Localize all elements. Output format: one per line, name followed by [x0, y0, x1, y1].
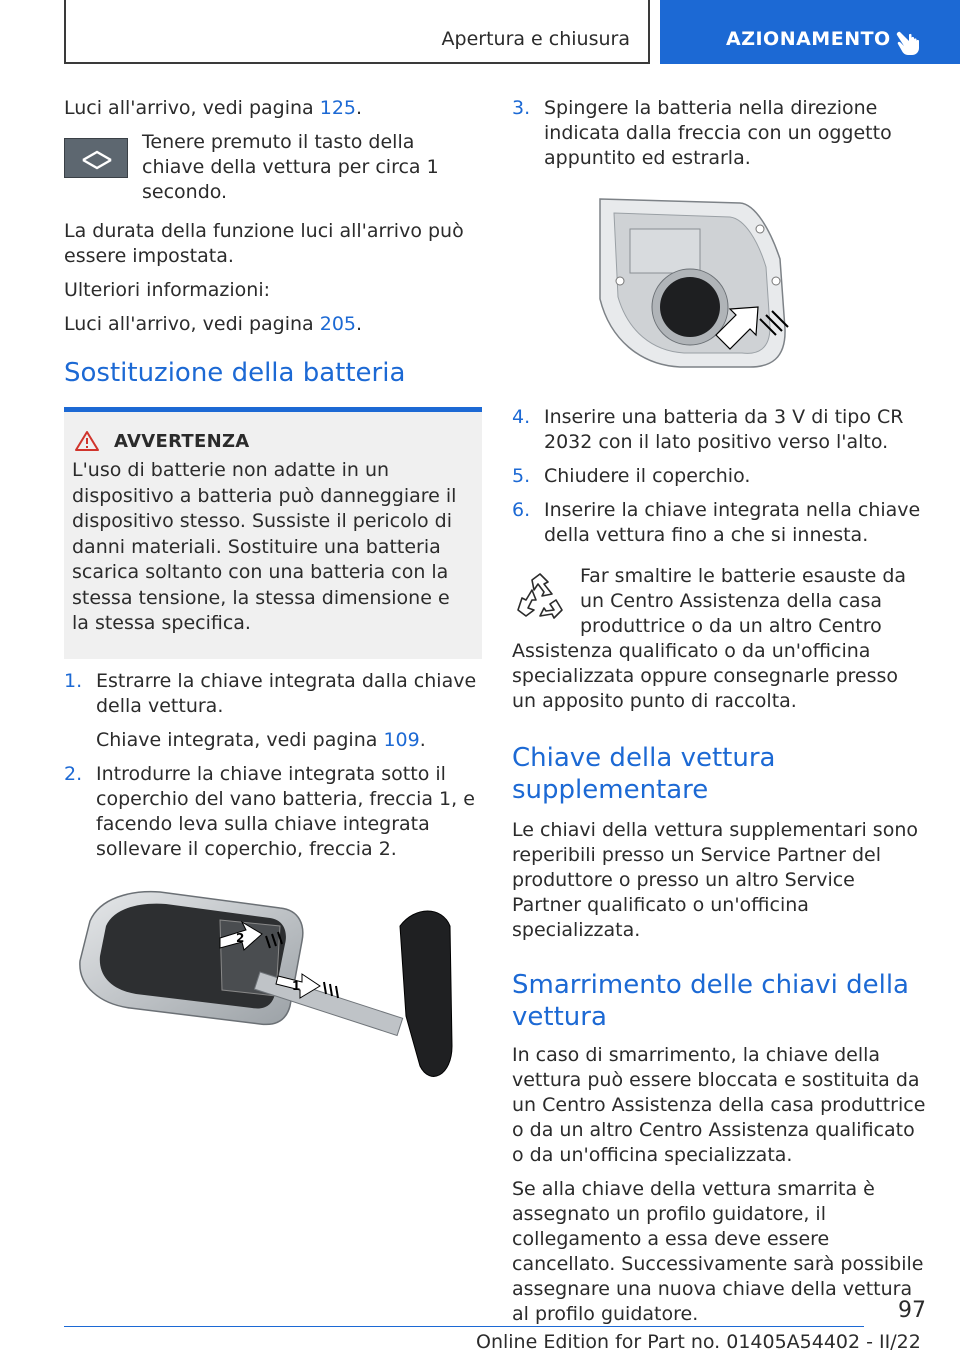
key-instruction	[64, 130, 482, 205]
warning-box	[64, 412, 482, 659]
paragraph: Ulteriori informazioni:	[64, 279, 271, 301]
step-number: 3.	[512, 97, 531, 119]
figure-label: 1	[292, 978, 301, 993]
key-removal-figure	[70, 886, 482, 1102]
step-body	[96, 669, 482, 753]
battery-compartment-illustration	[580, 189, 820, 379]
step-number: 4.	[512, 406, 531, 428]
text: .	[356, 97, 363, 119]
step-number: 1.	[64, 669, 83, 692]
text: .	[356, 313, 363, 335]
step-number: 5.	[512, 465, 531, 487]
warning-body: L'uso di batterie non adatte in un dispositivo a batteria può danneggiare il dispositivo stesso. Sussiste il pericolo di danni materiali. Sostituire una batteria scarica soltanto con una batteria con la stessa tensione, la stessa dimensione e la stessa specifica.	[72, 459, 457, 634]
warning-triangle-icon	[74, 430, 100, 452]
paragraph	[64, 96, 482, 121]
left-column	[64, 96, 482, 1102]
step-body	[544, 405, 928, 455]
battery-figure	[580, 189, 928, 383]
list-item	[64, 669, 482, 753]
step-text: Inserire la chiave integrata nella chiave della vettura fino a che si innesta.	[544, 499, 921, 546]
page-number: 97	[898, 1298, 926, 1323]
step-text: Estrarre la chiave integrata dalla chiave della vettura.	[96, 669, 477, 717]
recycle-text: Far smaltire le batterie esauste da un Centro Assistenza della casa produttrice o da un altro Centro Assistenza qualificato o da un'officina specializzata oppure consegnarle presso un apposito punto di raccolta.	[512, 565, 907, 712]
list-item	[512, 405, 928, 455]
step-text: Introdurre la chiave integrata sotto il coperchio del vano batteria, freccia 1, e facendo leva sulla chiave integrata sollevare il coperchio, freccia 2.	[96, 762, 475, 860]
page-link[interactable]: 205	[319, 313, 356, 335]
key-removal-illustration	[70, 886, 470, 1098]
steps-list	[512, 96, 928, 171]
text: Luci all'arrivo, vedi pagina	[64, 97, 320, 119]
step-subtext	[96, 728, 482, 753]
recycle-icon	[512, 570, 568, 626]
text: Luci all'arrivo, vedi pagina	[64, 313, 320, 335]
paragraph: In caso di smarrimento, la chiave della vettura può essere bloccata e sostituita da un Centro Assistenza della casa produttrice o da un altro Centro Assistenza qualificato o da un'officina specializzata.	[512, 1044, 926, 1166]
header-section-title: Apertura e chiusura	[441, 28, 630, 50]
text: .	[419, 728, 426, 751]
pointing-hand-icon	[894, 26, 922, 56]
header-chapter-title: AZIONAMENTO	[726, 28, 891, 50]
right-column	[512, 96, 928, 1336]
warning-header	[72, 430, 472, 452]
step-body	[96, 762, 482, 862]
paragraph: Se alla chiave della vettura smarrita è assegnato un profilo guidatore, il collegamento a essa deve essere cancellato. Successivamente sarà possibile assegnare una nuova chiave della vettura al profilo guidatore.	[512, 1178, 924, 1325]
header-section-box	[64, 0, 650, 64]
figure-label: 2	[236, 930, 245, 945]
page-link[interactable]: 125	[319, 97, 356, 119]
section-title: Sostituzione della batteria	[64, 358, 406, 388]
step-text: Inserire una batteria da 3 V di tipo CR 2032 con il lato positivo verso l'alto.	[544, 406, 904, 453]
step-body	[544, 464, 750, 489]
text: Chiave integrata, vedi pagina	[96, 728, 384, 751]
paragraph	[64, 312, 482, 337]
paragraph: Le chiavi della vettura supplementari sono reperibili presso un Service Partner del produttore o presso un altro Service Partner qualificato o un'officina specializzata.	[512, 819, 918, 941]
list-item	[512, 464, 928, 489]
section-title: Smarrimento delle chiavi della vettura	[512, 970, 909, 1032]
step-number: 6.	[512, 499, 531, 521]
footer-rule	[64, 1326, 864, 1327]
page-link[interactable]: 109	[383, 728, 420, 751]
list-item	[512, 498, 928, 548]
key-button-icon	[64, 138, 128, 178]
step-text: Chiudere il coperchio.	[544, 465, 751, 487]
list-item	[64, 762, 482, 862]
section-title: Chiave della vettura supplementare	[512, 743, 776, 805]
key-instruction-text: Tenere premuto il tasto della chiave della vettura per circa 1 secondo.	[142, 131, 439, 203]
steps-list	[64, 669, 482, 862]
header-chapter-box	[660, 0, 960, 64]
list-item	[512, 96, 928, 171]
footer-edition: Online Edition for Part no. 01405A54402 - II/22	[476, 1331, 921, 1353]
diamond-arrows-icon	[65, 139, 129, 179]
step-text: Spingere la batteria nella direzione indicata dalla freccia con un oggetto appuntito ed estrarla.	[544, 97, 892, 169]
paragraph: La durata della funzione luci all'arrivo può essere impostata.	[64, 220, 464, 267]
step-body	[544, 498, 928, 548]
step-number: 2.	[64, 762, 83, 785]
step-body	[544, 96, 928, 171]
recycle-note	[512, 564, 928, 714]
warning-title: AVVERTENZA	[114, 430, 250, 452]
steps-list	[512, 405, 928, 548]
